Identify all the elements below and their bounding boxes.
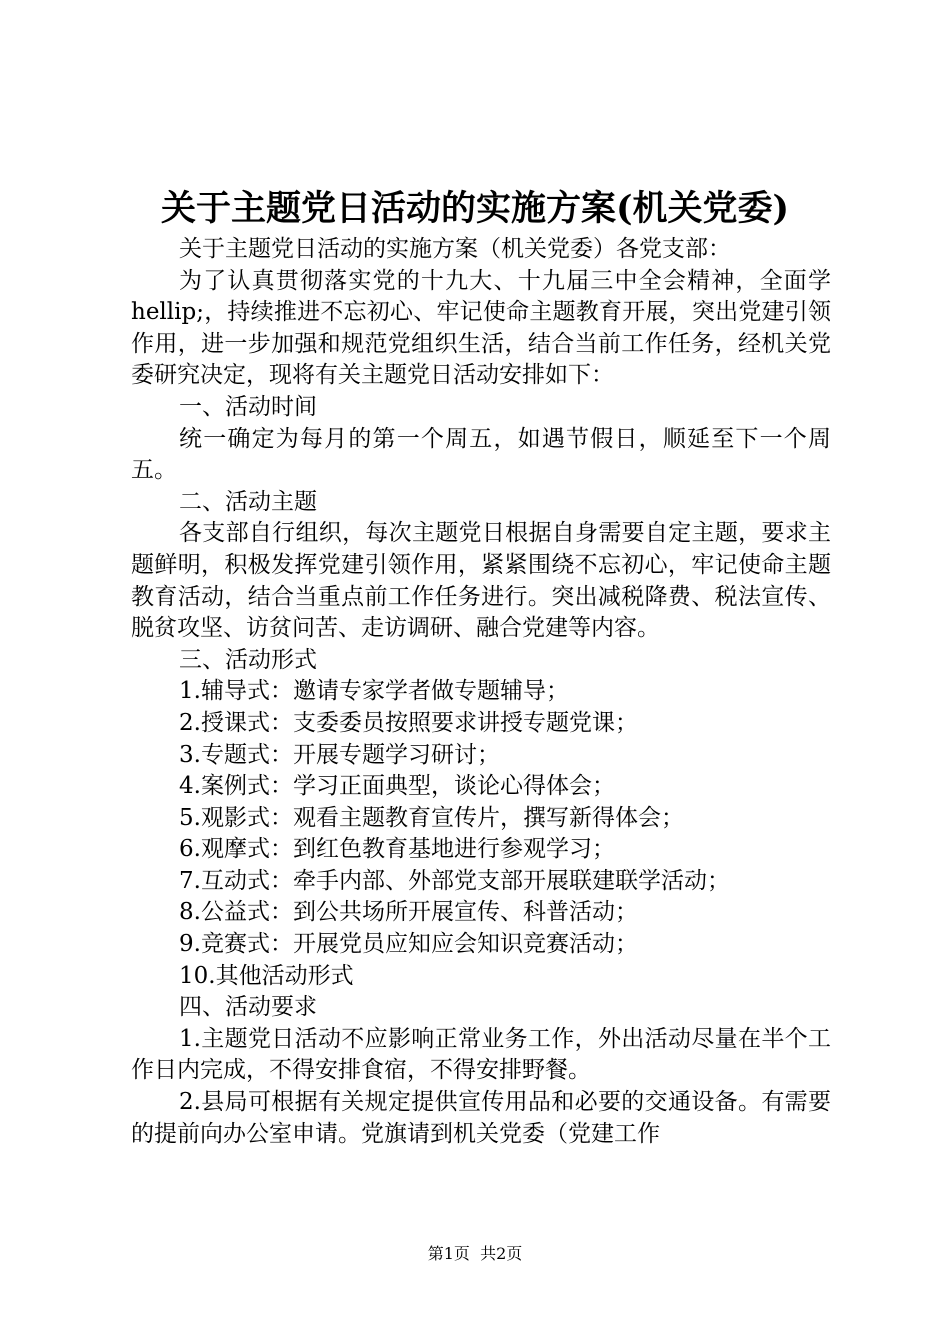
section-heading: 四、活动要求 [179, 994, 317, 1021]
list-item: 4.案例式：学习正面典型，谈论心得体会； [179, 773, 615, 800]
page-number-footer: 第1页 共2页 [427, 1244, 523, 1263]
list-item: 5.观影式：观看主题教育宣传片，撰写新得体会； [179, 804, 684, 831]
paragraph: 1.主题党日活动不应影响正常业务工作，外出活动尽量在半个工作日内完成，不得安排食宿，不得安排野餐。 [131, 1025, 831, 1084]
paragraph: 2.县局可根据有关规定提供宣传用品和必要的交通设备。有需要的提前向办公室申请。党旗请到机关党委（党建工作 [131, 1089, 831, 1147]
list-item: 2.授课式：支委委员按照要求讲授专题党课； [179, 709, 638, 736]
list-item: 8.公益式：到公共场所开展宣传、科普活动； [179, 899, 638, 926]
document-title: 关于主题党日活动的实施方案(机关党委) [160, 188, 790, 229]
paragraph: 统一确定为每月的第一个周五，如遇节假日，顺延至下一个周五。 [131, 425, 831, 484]
paragraph: 为了认真贯彻落实党的十九大、十九届三中全会精神，全面学hellip;，持续推进不忘初心、牢记使命主题教育开展，突出党建引领作用，进一步加强和规范党组织生活，结合当前工作任务，经机关党委研究决定，现将有关主题党日活动安排如下： [131, 267, 831, 389]
paragraph: 关于主题党日活动的实施方案（机关党委）各党支部： [179, 236, 731, 262]
section-heading: 一、活动时间 [179, 393, 317, 420]
list-item: 1.辅导式：邀请专家学者做专题辅导； [179, 678, 569, 705]
paragraph: 各支部自行组织，每次主题党日根据自身需要自定主题，要求主题鲜明，积极发挥党建引领作用，紧紧围绕不忘初心，牢记使命主题教育活动，结合当重点前工作任务进行。突出减税降费、税法宣传、脱贫攻坚、访贫问苦、走访调研、融合党建等内容。 [131, 520, 831, 642]
section-heading: 二、活动主题 [179, 488, 317, 515]
list-item: 6.观摩式：到红色教育基地进行参观学习； [179, 836, 615, 863]
document-body [131, 234, 831, 1150]
list-item: 10.其他活动形式 [179, 962, 354, 989]
section-heading: 三、活动形式 [179, 646, 317, 673]
list-item: 3.专题式：开展专题学习研讨； [179, 741, 500, 768]
list-item: 9.竞赛式：开展党员应知应会知识竞赛活动； [179, 931, 638, 958]
list-item: 7.互动式：牵手内部、外部党支部开展联建联学活动； [179, 867, 730, 894]
